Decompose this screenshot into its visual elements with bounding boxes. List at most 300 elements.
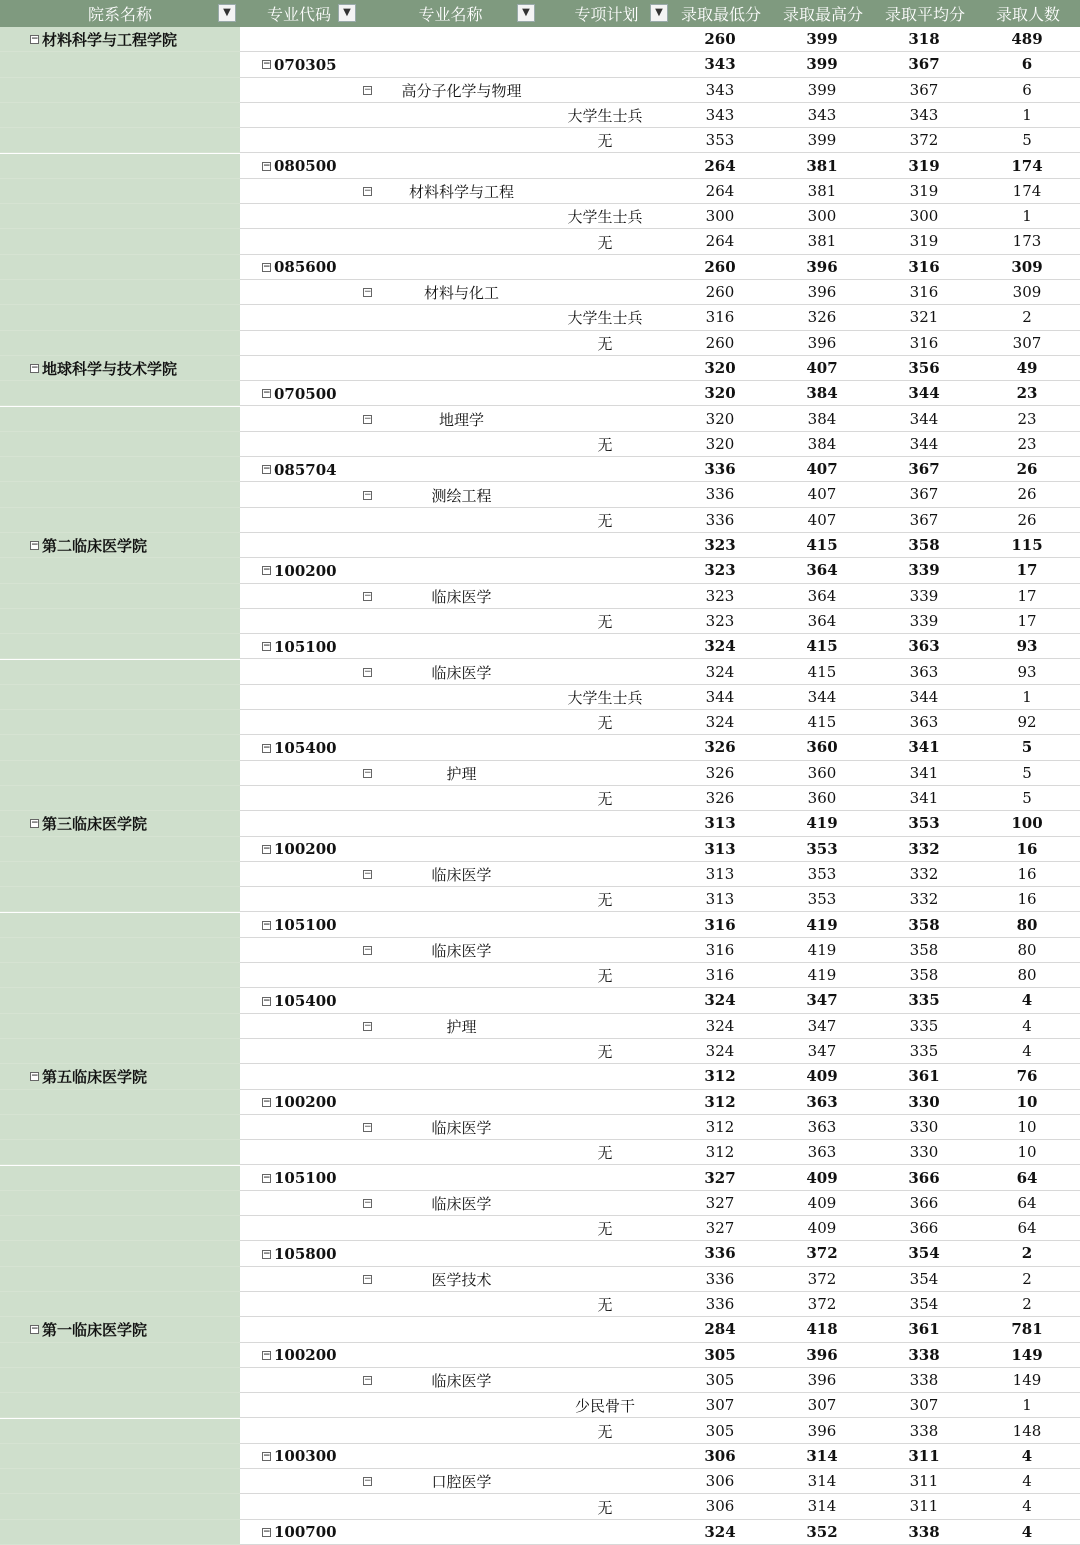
max-score-cell: 399: [806, 30, 838, 48]
avg-score-cell: 367: [909, 510, 939, 529]
special-plan-label: [540, 1292, 670, 1317]
collapse-minus-icon[interactable]: −: [364, 84, 372, 95]
major-code-label: [262, 381, 337, 406]
min-score-cell: 320: [705, 409, 735, 428]
min-score-cell: 260: [705, 283, 735, 301]
max-score-cell: 399: [807, 131, 837, 150]
college-cell: [0, 305, 240, 330]
collapse-minus-icon[interactable]: −: [364, 767, 372, 778]
college-cell: [0, 1343, 240, 1368]
admitted-count-cell: 80: [1017, 940, 1037, 959]
college-name: 第一临床医学院: [42, 1321, 148, 1340]
collapse-minus-icon[interactable]: −: [263, 1096, 271, 1107]
min-score-cell: 336: [705, 1295, 735, 1313]
min-score-cell: 336: [704, 1244, 736, 1263]
admitted-count-cell: 4: [1022, 1016, 1032, 1035]
college-cell: [0, 1469, 240, 1494]
table-row: [0, 584, 1080, 609]
major-name: 临床医学: [431, 866, 492, 885]
major-name: 临床医学: [431, 1194, 492, 1213]
major-name: 护理: [446, 764, 477, 783]
major-name: 材料科学与工程: [408, 182, 514, 201]
college-cell: [0, 356, 240, 381]
college-cell: [0, 204, 240, 229]
avg-score-cell: 332: [909, 864, 939, 883]
collapse-minus-icon[interactable]: −: [263, 464, 271, 475]
avg-score-cell: 354: [909, 1295, 939, 1313]
collapse-minus-icon[interactable]: −: [263, 1349, 271, 1360]
min-score-cell: 313: [704, 814, 736, 833]
table-row: [0, 1064, 1080, 1089]
special-plan-label: [540, 1393, 670, 1418]
college-cell: [0, 1419, 240, 1444]
row-body: [240, 103, 1080, 128]
max-score-cell: 407: [807, 485, 837, 504]
min-score-cell: 316: [705, 940, 735, 959]
major-name-label: [363, 78, 548, 103]
header-major-name[interactable]: [358, 0, 543, 27]
college-cell: [0, 407, 240, 432]
college-cell: [0, 482, 240, 507]
collapse-minus-icon[interactable]: −: [263, 1248, 271, 1259]
collapse-minus-icon[interactable]: −: [31, 540, 39, 551]
header-major-name-label: 专业名称: [418, 5, 483, 24]
college-cell: [0, 432, 240, 457]
admitted-count-cell: 148: [1012, 1421, 1042, 1440]
row-body: [240, 660, 1080, 685]
row-body: [240, 1393, 1080, 1418]
row-body: [240, 1014, 1080, 1039]
table-row: [0, 761, 1080, 786]
min-score-cell: 324: [705, 1042, 735, 1060]
row-body: [240, 887, 1080, 912]
table-row: [0, 1090, 1080, 1115]
dropdown-arrow-icon[interactable]: ▼: [650, 4, 668, 22]
special-plan: 无: [597, 1220, 613, 1239]
max-score-cell: 314: [807, 1472, 837, 1491]
avg-score-cell: 366: [908, 1168, 940, 1187]
admitted-count-cell: 1: [1022, 105, 1032, 124]
table-row: [0, 1494, 1080, 1519]
header-avg-score[interactable]: [874, 0, 976, 27]
major-name: 临床医学: [431, 1119, 492, 1138]
collapse-minus-icon[interactable]: −: [364, 1375, 372, 1386]
min-score-cell: 336: [705, 485, 735, 504]
table-row: [0, 660, 1080, 685]
table-row: [0, 887, 1080, 912]
avg-score-cell: 353: [908, 814, 940, 833]
table-row: [0, 1115, 1080, 1140]
table-row: [0, 52, 1080, 77]
admitted-count-cell: 93: [1016, 637, 1038, 656]
table-row: [0, 533, 1080, 558]
max-score-cell: 407: [806, 460, 838, 479]
avg-score-cell: 339: [909, 586, 939, 605]
special-plan: 无: [597, 1144, 613, 1163]
max-score-cell: 415: [807, 662, 837, 681]
avg-score-cell: 319: [908, 156, 940, 175]
admitted-count-cell: 174: [1011, 156, 1043, 175]
row-body: [240, 356, 1080, 381]
collapse-minus-icon[interactable]: −: [263, 388, 271, 399]
special-plan-label: [540, 1419, 670, 1444]
avg-score-cell: 354: [909, 1269, 939, 1288]
collapse-minus-icon[interactable]: −: [263, 995, 271, 1006]
table-row: [0, 508, 1080, 533]
major-code-label: [262, 988, 337, 1013]
dropdown-arrow-icon[interactable]: ▼: [338, 4, 356, 22]
max-score-cell: 419: [807, 940, 837, 959]
avg-score-cell: 335: [908, 991, 940, 1010]
row-body: [240, 1343, 1080, 1368]
college-cell: [0, 609, 240, 634]
admitted-count-cell: 309: [1011, 257, 1043, 276]
row-body: [240, 1469, 1080, 1494]
avg-score-cell: 330: [909, 1117, 939, 1136]
avg-score-cell: 338: [909, 1421, 939, 1440]
college-label: [30, 533, 147, 558]
table-row: [0, 280, 1080, 305]
row-body: [240, 1419, 1080, 1444]
min-score-cell: 264: [705, 232, 735, 251]
min-score-cell: 336: [705, 1269, 735, 1288]
row-body: [240, 1166, 1080, 1191]
avg-score-cell: 363: [908, 637, 940, 656]
major-code-label: [262, 1241, 337, 1266]
max-score-cell: 307: [807, 1396, 837, 1415]
max-score-cell: 381: [806, 156, 838, 175]
college-cell: [0, 103, 240, 128]
special-plan: 大学生士兵: [567, 208, 643, 227]
row-body: [240, 1317, 1080, 1342]
max-score-cell: 343: [807, 105, 837, 124]
avg-score-cell: 343: [909, 105, 939, 124]
major-name-label: [363, 584, 548, 609]
admitted-count-cell: 6: [1021, 55, 1033, 74]
max-score-cell: 396: [807, 283, 837, 301]
max-score-cell: 363: [807, 1143, 837, 1162]
special-plan-label: [540, 508, 670, 533]
header-min-score[interactable]: [670, 0, 772, 27]
min-score-cell: 306: [705, 1472, 735, 1491]
major-code: 105800: [274, 1245, 337, 1264]
special-plan: 无: [597, 1422, 613, 1441]
collapse-minus-icon[interactable]: −: [263, 59, 271, 70]
avg-score-cell: 363: [909, 713, 939, 732]
admitted-count-cell: 92: [1017, 713, 1037, 732]
avg-score-cell: 344: [909, 687, 939, 706]
row-body: [240, 52, 1080, 77]
major-code: 080500: [274, 157, 337, 176]
college-cell: [0, 1368, 240, 1393]
special-plan: 大学生士兵: [567, 688, 643, 707]
table-row: [0, 1216, 1080, 1241]
admitted-count-cell: 17: [1017, 586, 1037, 605]
special-plan: 大学生士兵: [567, 309, 643, 328]
table-row: [0, 913, 1080, 938]
avg-score-cell: 358: [909, 940, 939, 959]
max-score-cell: 419: [807, 966, 837, 985]
collapse-minus-icon[interactable]: −: [263, 1172, 271, 1183]
max-score-cell: 364: [807, 611, 837, 630]
admitted-count-cell: 64: [1016, 1168, 1038, 1187]
college-cell: [0, 786, 240, 811]
min-score-cell: 300: [705, 207, 735, 226]
collapse-minus-icon[interactable]: −: [263, 565, 271, 576]
collapse-minus-icon[interactable]: −: [364, 1020, 372, 1031]
min-score-cell: 324: [704, 637, 736, 656]
avg-score-cell: 319: [909, 232, 939, 251]
row-body: [240, 1241, 1080, 1266]
collapse-minus-icon[interactable]: −: [31, 1324, 39, 1335]
min-score-cell: 307: [705, 1396, 735, 1415]
collapse-minus-icon[interactable]: −: [364, 869, 372, 880]
dropdown-arrow-icon[interactable]: ▼: [218, 4, 236, 22]
min-score-cell: 306: [705, 1497, 735, 1516]
collapse-minus-icon[interactable]: −: [31, 34, 39, 45]
max-score-cell: 353: [807, 864, 837, 883]
college-label: [30, 356, 177, 381]
header-major-code-label: 专业代码: [266, 5, 331, 24]
max-score-cell: 415: [806, 536, 838, 554]
header-row: [0, 0, 1080, 27]
table-row: [0, 634, 1080, 659]
major-name: 口腔医学: [431, 1473, 492, 1492]
collapse-minus-icon[interactable]: −: [364, 1122, 372, 1133]
table-row: [0, 837, 1080, 862]
header-major-code[interactable]: [240, 0, 358, 27]
row-body: [240, 685, 1080, 710]
admitted-count-cell: 149: [1012, 1370, 1042, 1389]
min-score-cell: 327: [705, 1193, 735, 1212]
admitted-count-cell: 93: [1017, 662, 1037, 681]
min-score-cell: 305: [705, 1421, 735, 1440]
collapse-minus-icon[interactable]: −: [364, 489, 372, 500]
major-code-label: [262, 1090, 337, 1115]
max-score-cell: 360: [806, 738, 838, 757]
max-score-cell: 396: [807, 333, 837, 352]
max-score-cell: 381: [807, 181, 837, 200]
header-special-plan[interactable]: [543, 0, 670, 27]
major-code-label: [262, 52, 337, 77]
college-cell: [0, 1140, 240, 1165]
college-cell: [0, 78, 240, 103]
avg-score-cell: 339: [908, 561, 940, 580]
major-code-label: [262, 255, 337, 280]
collapse-minus-icon[interactable]: −: [263, 1450, 271, 1461]
special-plan-label: [540, 204, 670, 229]
row-body: [240, 331, 1080, 356]
major-name-label: [363, 1267, 548, 1292]
collapse-minus-icon[interactable]: −: [364, 1197, 372, 1208]
collapse-minus-icon[interactable]: −: [364, 944, 372, 955]
table-row: [0, 558, 1080, 583]
avg-score-cell: 341: [908, 738, 940, 757]
special-plan: 无: [597, 1043, 613, 1062]
avg-score-cell: 318: [908, 30, 940, 48]
row-body: [240, 584, 1080, 609]
row-body: [240, 255, 1080, 280]
max-score-cell: 409: [807, 1193, 837, 1212]
collapse-minus-icon[interactable]: −: [31, 363, 39, 374]
min-score-cell: 312: [705, 1143, 735, 1162]
admitted-count-cell: 17: [1016, 561, 1038, 580]
admitted-count-cell: 5: [1022, 131, 1032, 150]
max-score-cell: 396: [806, 257, 838, 276]
row-body: [240, 27, 1080, 52]
min-score-cell: 324: [704, 991, 736, 1010]
special-plan-label: [540, 963, 670, 988]
min-score-cell: 324: [705, 713, 735, 732]
major-name: 地理学: [438, 410, 484, 429]
college-cell: [0, 381, 240, 406]
collapse-minus-icon[interactable]: −: [364, 590, 372, 601]
dropdown-arrow-icon[interactable]: ▼: [517, 4, 535, 22]
min-score-cell: 312: [704, 1092, 736, 1111]
min-score-cell: 336: [704, 460, 736, 479]
avg-score-cell: 339: [909, 611, 939, 630]
table-row: [0, 154, 1080, 179]
min-score-cell: 264: [705, 181, 735, 200]
max-score-cell: 360: [807, 763, 837, 782]
special-plan-label: [540, 103, 670, 128]
major-code-label: [262, 913, 337, 938]
table-row: [0, 356, 1080, 381]
collapse-minus-icon[interactable]: −: [263, 160, 271, 171]
row-body: [240, 179, 1080, 204]
header-max-score[interactable]: [772, 0, 874, 27]
college-label: [30, 1064, 147, 1089]
avg-score-cell: 361: [908, 1067, 940, 1086]
min-score-cell: 327: [705, 1219, 735, 1238]
college-cell: [0, 1166, 240, 1191]
max-score-cell: 396: [807, 1370, 837, 1389]
avg-score-cell: 366: [909, 1219, 939, 1238]
avg-score-cell: 356: [908, 358, 940, 377]
avg-score-cell: 372: [909, 131, 939, 150]
avg-score-cell: 311: [909, 1497, 939, 1516]
admitted-count-cell: 16: [1017, 890, 1037, 909]
avg-score-cell: 321: [909, 308, 939, 327]
collapse-minus-icon[interactable]: −: [263, 261, 271, 272]
admitted-count-cell: 10: [1016, 1092, 1038, 1111]
max-score-cell: 409: [806, 1067, 838, 1086]
college-cell: [0, 1317, 240, 1342]
max-score-cell: 409: [806, 1168, 838, 1187]
admitted-count-cell: 5: [1022, 789, 1032, 807]
row-body: [240, 305, 1080, 330]
major-code-label: [262, 837, 337, 862]
avg-score-cell: 366: [909, 1193, 939, 1212]
college-label: [30, 1317, 147, 1342]
major-code-label: [262, 634, 337, 659]
admitted-count-cell: 1: [1022, 687, 1032, 706]
major-name-label: [363, 862, 548, 887]
collapse-minus-icon[interactable]: −: [364, 185, 372, 196]
max-score-cell: 314: [807, 1497, 837, 1516]
header-min-score-label: 录取最低分: [680, 5, 761, 24]
avg-score-cell: 332: [909, 890, 939, 909]
collapse-minus-icon[interactable]: −: [263, 843, 271, 854]
special-plan-label: [540, 305, 670, 330]
row-body: [240, 280, 1080, 305]
major-name: 医学技术: [431, 1270, 492, 1289]
table-row: [0, 1241, 1080, 1266]
table-row: [0, 988, 1080, 1013]
table-row: [0, 457, 1080, 482]
header-college[interactable]: [0, 0, 240, 27]
header-admitted-count[interactable]: [976, 0, 1080, 27]
collapse-minus-icon[interactable]: −: [364, 1476, 372, 1487]
college-cell: [0, 1014, 240, 1039]
special-plan: 无: [597, 233, 613, 252]
major-code: 100200: [274, 1093, 337, 1112]
min-score-cell: 316: [705, 966, 735, 985]
collapse-minus-icon[interactable]: −: [364, 1273, 372, 1284]
admitted-count-cell: 309: [1012, 283, 1042, 301]
table-row: [0, 1343, 1080, 1368]
collapse-minus-icon[interactable]: −: [364, 287, 372, 298]
special-plan-label: [540, 1140, 670, 1165]
college-cell: [0, 533, 240, 558]
collapse-minus-icon[interactable]: −: [263, 1526, 271, 1537]
avg-score-cell: 307: [909, 1396, 939, 1415]
table-row: [0, 938, 1080, 963]
college-cell: [0, 988, 240, 1013]
major-code: 105400: [274, 992, 337, 1011]
special-plan: 无: [597, 435, 613, 454]
max-score-cell: 347: [806, 991, 838, 1010]
major-code-label: [262, 1343, 337, 1368]
row-body: [240, 786, 1080, 811]
admitted-count-cell: 26: [1017, 510, 1037, 529]
table-row: [0, 128, 1080, 153]
row-body: [240, 938, 1080, 963]
major-code: 105100: [274, 1169, 337, 1188]
avg-score-cell: 316: [908, 257, 940, 276]
collapse-minus-icon[interactable]: −: [263, 919, 271, 930]
max-score-cell: 409: [807, 1219, 837, 1238]
table-row: [0, 1469, 1080, 1494]
avg-score-cell: 300: [909, 207, 939, 226]
header-max-score-label: 录取最高分: [782, 5, 863, 24]
table-row: [0, 1039, 1080, 1064]
min-score-cell: 323: [705, 586, 735, 605]
college-cell: [0, 52, 240, 77]
college-cell: [0, 811, 240, 836]
collapse-minus-icon[interactable]: −: [364, 413, 372, 424]
max-score-cell: 363: [806, 1092, 838, 1111]
min-score-cell: 313: [704, 839, 736, 858]
row-body: [240, 204, 1080, 229]
admitted-count-cell: 64: [1017, 1219, 1037, 1238]
collapse-minus-icon[interactable]: −: [263, 742, 271, 753]
collapse-minus-icon[interactable]: −: [31, 818, 39, 829]
min-score-cell: 336: [705, 510, 735, 529]
row-body: [240, 609, 1080, 634]
college-name: 第五临床医学院: [42, 1068, 148, 1087]
table-row: [0, 1317, 1080, 1342]
admitted-count-cell: 49: [1016, 358, 1038, 377]
row-body: [240, 1090, 1080, 1115]
avg-score-cell: 358: [908, 915, 940, 934]
collapse-minus-icon[interactable]: −: [364, 666, 372, 677]
collapse-minus-icon[interactable]: −: [263, 641, 271, 652]
collapse-minus-icon[interactable]: −: [31, 1071, 39, 1082]
row-body: [240, 1520, 1080, 1545]
major-code: 105100: [274, 637, 337, 656]
row-body: [240, 1140, 1080, 1165]
